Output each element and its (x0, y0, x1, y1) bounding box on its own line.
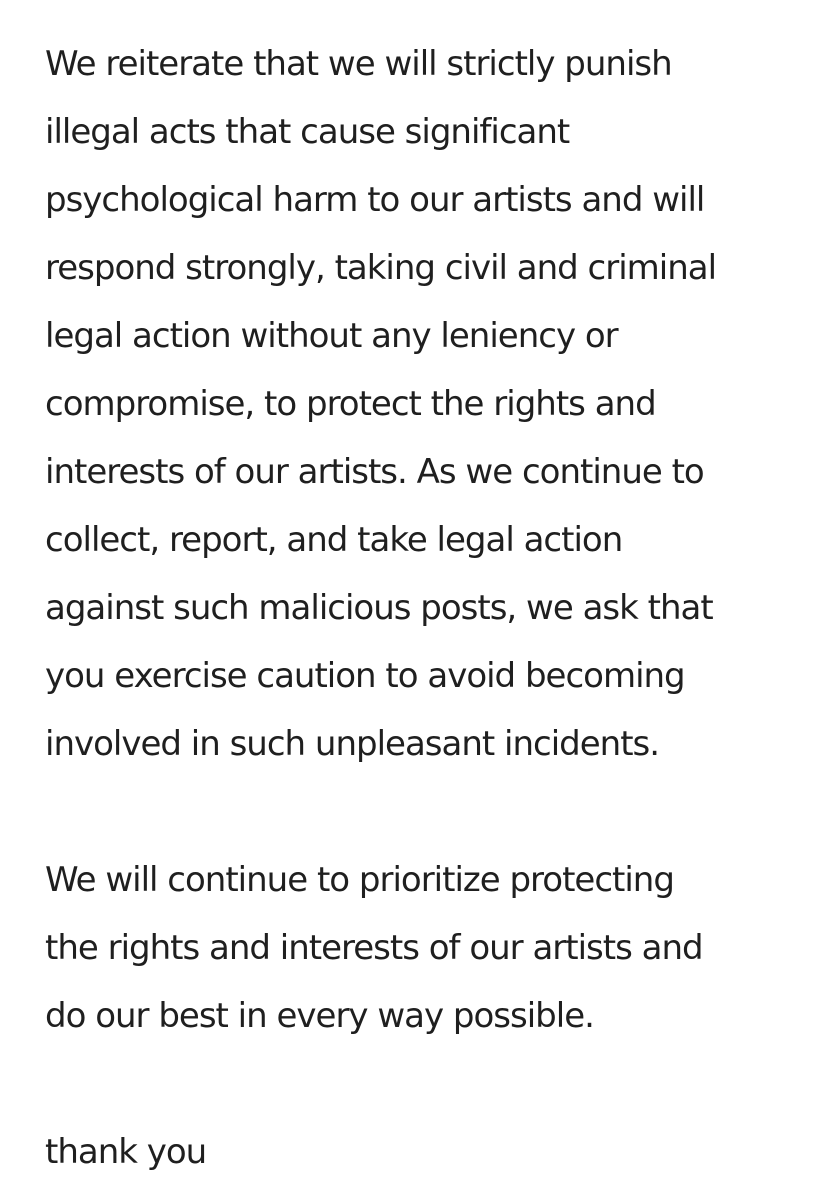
text-line: involved in such unpleasant incidents. (45, 724, 660, 764)
legal-warning-paragraph (45, 30, 815, 778)
closing-line: thank you (45, 1132, 207, 1172)
text-line: collect, report, and take legal action (45, 520, 623, 560)
commitment-paragraph (45, 846, 815, 1050)
paragraph-spacer (45, 778, 820, 846)
text-line: interests of our artists. As we continue to (45, 452, 704, 492)
text-line: We will continue to prioritize protecting (45, 860, 674, 900)
text-line: compromise, to protect the rights and (45, 384, 656, 424)
text-line: legal action without any leniency or (45, 316, 618, 356)
text-line: respond strongly, taking civil and criminal (45, 248, 717, 288)
text-line: psychological harm to our artists and will (45, 180, 705, 220)
paragraph-spacer (45, 1050, 820, 1118)
text-line: illegal acts that cause significant (45, 112, 570, 152)
text-line: do our best in every way possible. (45, 996, 594, 1036)
text-line: you exercise caution to avoid becoming (45, 656, 685, 696)
text-line: against such malicious posts, we ask that (45, 588, 713, 628)
closing-paragraph (45, 1118, 815, 1186)
text-line: We reiterate that we will strictly punish (45, 44, 672, 84)
text-line: the rights and interests of our artists and (45, 928, 703, 968)
